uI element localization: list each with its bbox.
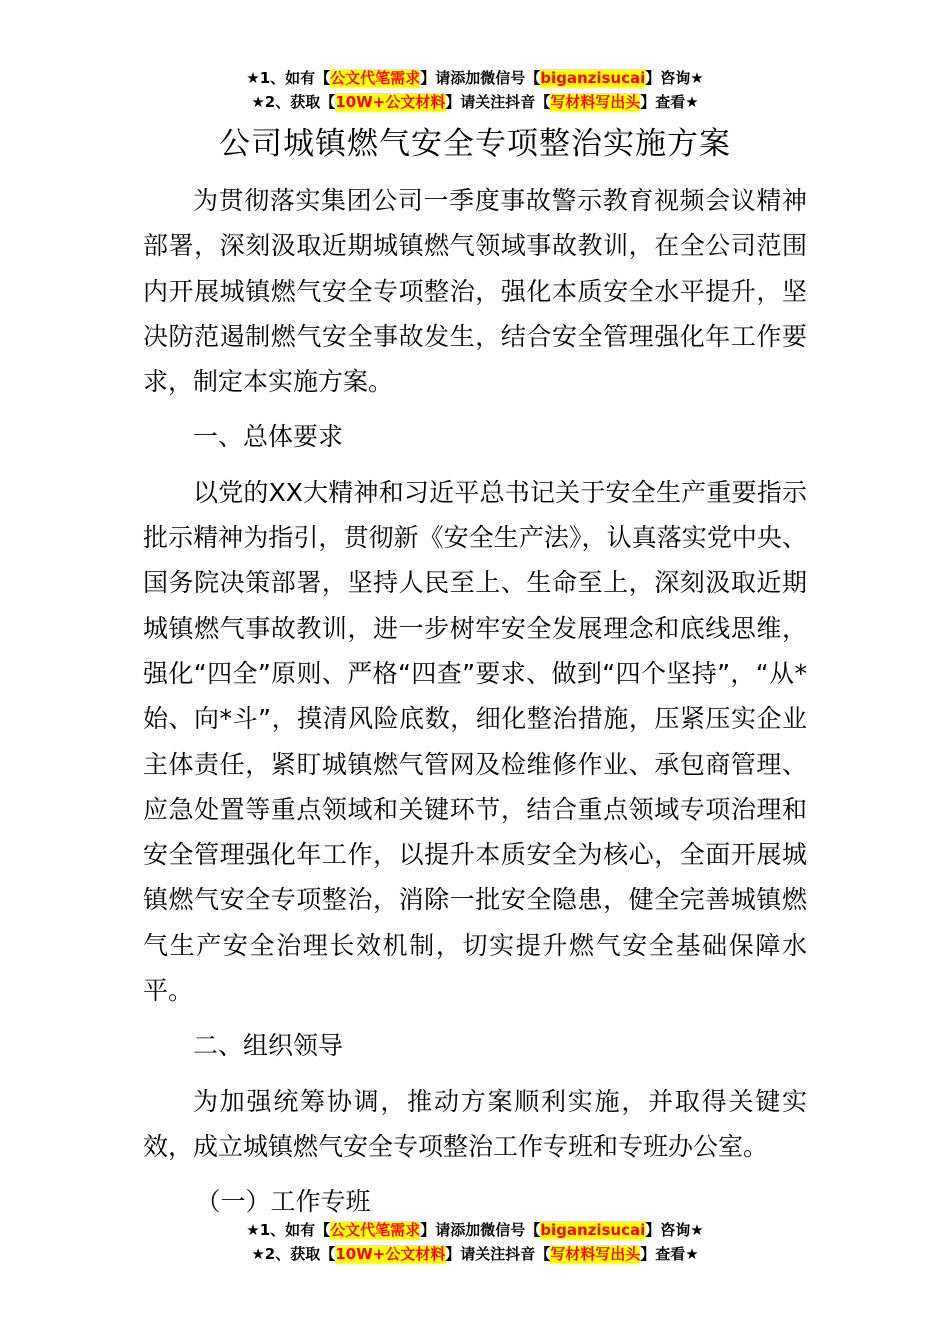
banner-text: ★1、如有【 (246, 1221, 331, 1239)
banner-highlight: 写材料写出头 (550, 93, 641, 111)
section-1-paragraph: 以党的XX大精神和习近平总书记关于安全生产重要指示批示精神为指引，贯彻新《安全生产法》，认真落实党中央、国务院决策部署，坚持人民至上、生命至上，深刻汲取近期城镇燃气事故教训，进一步树牢安全发展理念和底线思维，强化“四全”原则、严格“四查”要求、做到“四个坚持”，“从*始、向*斗”，摸清风险底数，细化整治措施，压紧压实企业主体责任，紧盯城镇燃气管网及检维修作业、承包商管理、应急处置等重点领域和关键环节，结合重点领域专项治理和安全管理强化年工作，以提升本质安全为核心，全面开展城镇燃气安全专项整治，消除一批安全隐患，健全完善城镇燃气生产安全治理长效机制，切实提升燃气安全基础保障水平。 (143, 477, 807, 1006)
subsection-heading-1: （一）工作专班 (195, 1187, 371, 1217)
section-2-paragraph: 为加强统筹协调，推动方案顺利实施，并取得关键实效，成立城镇燃气安全专项整治工作专班和专班办公室。 (143, 1086, 807, 1161)
banner-highlight: 10W+公文材料 (335, 93, 446, 111)
banner-line-1 (0, 1218, 950, 1242)
banner-text: 】请关注抖音【 (445, 93, 551, 111)
banner-highlight: 写材料写出头 (550, 1245, 641, 1263)
banner-text: 】咨询★ (645, 1221, 704, 1239)
banner-line-1 (0, 66, 950, 90)
banner-text: 】请关注抖音【 (445, 1245, 551, 1263)
banner-text: 】请添加微信号【 (420, 1221, 541, 1239)
banner-line-2 (0, 90, 950, 114)
bottom-banner (0, 1218, 950, 1266)
banner-line-2 (0, 1242, 950, 1266)
banner-text: ★1、如有【 (246, 69, 331, 87)
intro-paragraph: 为贯彻落实集团公司一季度事故警示教育视频会议精神部署，深刻汲取近期城镇燃气领域事故教训，在全公司范围内开展城镇燃气安全专项整治，强化本质安全水平提升，坚决防范遏制燃气安全事故发生，结合安全管理强化年工作要求，制定本实施方案。 (143, 186, 807, 397)
banner-text: ★2、获取【 (251, 1245, 336, 1263)
document-title: 公司城镇燃气安全专项整治实施方案 (219, 126, 731, 162)
banner-text: 】查看★ (640, 1245, 699, 1263)
banner-highlight: biganzisucai (540, 69, 646, 87)
banner-text: 】查看★ (640, 93, 699, 111)
banner-highlight: biganzisucai (540, 1221, 646, 1239)
banner-text: ★2、获取【 (251, 93, 336, 111)
section-heading-1: 一、总体要求 (193, 422, 344, 452)
banner-highlight: 公文代笔需求 (330, 1221, 421, 1239)
section-heading-2: 二、组织领导 (193, 1031, 344, 1061)
banner-highlight: 公文代笔需求 (330, 69, 421, 87)
banner-highlight: 10W+公文材料 (335, 1245, 446, 1263)
document-body (143, 178, 807, 1225)
banner-text: 】咨询★ (645, 69, 704, 87)
banner-text: 】请添加微信号【 (420, 69, 541, 87)
top-banner (0, 66, 950, 114)
